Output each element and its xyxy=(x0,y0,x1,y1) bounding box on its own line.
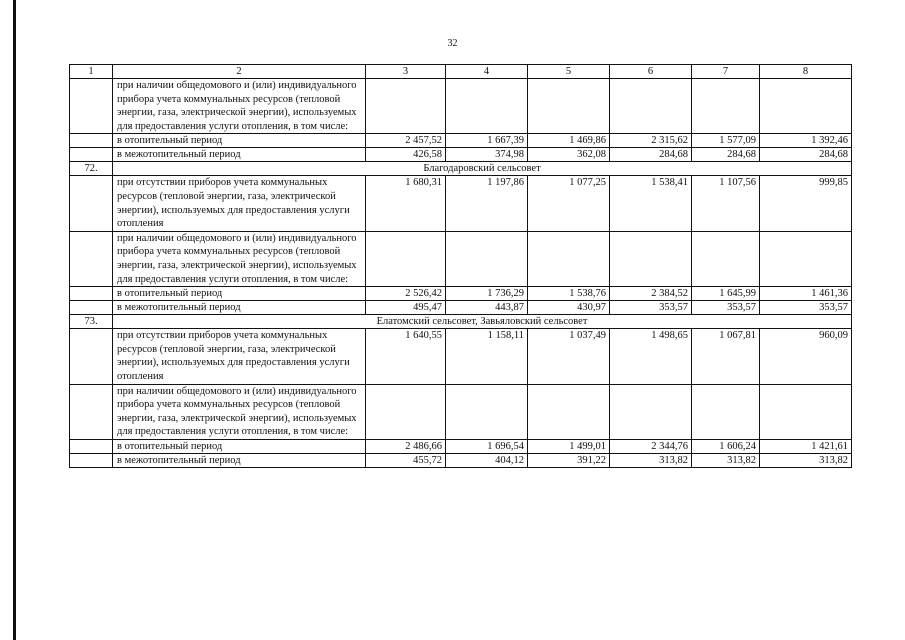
table-row xyxy=(70,134,852,148)
value-cell: 1 645,99 xyxy=(692,287,760,301)
index-cell xyxy=(70,439,113,453)
value-cell xyxy=(446,384,528,439)
value-cell: 1 538,41 xyxy=(610,176,692,231)
value-cell: 430,97 xyxy=(528,301,610,315)
table-row xyxy=(70,453,852,467)
value-cell: 495,47 xyxy=(366,301,446,315)
value-cell xyxy=(366,79,446,134)
row-description: при наличии общедомового и (или) индивидуального прибора учета коммунальных ресурсов (тепловой энергии, газа, электрической энергии), используемых для предоставления услуги отопления, в том числе: xyxy=(113,79,366,134)
value-cell: 1 197,86 xyxy=(446,176,528,231)
value-cell xyxy=(528,384,610,439)
table-row xyxy=(70,287,852,301)
table-row xyxy=(70,384,852,439)
section-row xyxy=(70,162,852,176)
value-cell xyxy=(446,79,528,134)
value-cell: 1 461,36 xyxy=(760,287,852,301)
table-header-row xyxy=(70,65,852,79)
value-cell: 2 486,66 xyxy=(366,439,446,453)
section-number: 73. xyxy=(70,315,113,329)
section-number: 72. xyxy=(70,162,113,176)
value-cell xyxy=(610,231,692,286)
value-cell xyxy=(528,79,610,134)
table-row xyxy=(70,439,852,453)
value-cell: 313,82 xyxy=(692,453,760,467)
table-row xyxy=(70,176,852,231)
tariff-table xyxy=(69,64,852,468)
row-description: при наличии общедомового и (или) индивидуального прибора учета коммунальных ресурсов (тепловой энергии, газа, электрической энергии), используемых для предоставления услуги отопления, в том числе: xyxy=(113,231,366,286)
table-row xyxy=(70,329,852,384)
header-cell: 6 xyxy=(610,65,692,79)
header-cell: 3 xyxy=(366,65,446,79)
value-cell: 1 158,11 xyxy=(446,329,528,384)
value-cell: 313,82 xyxy=(610,453,692,467)
index-cell xyxy=(70,453,113,467)
row-description: в отопительный период xyxy=(113,439,366,453)
value-cell xyxy=(366,231,446,286)
index-cell xyxy=(70,231,113,286)
value-cell xyxy=(528,231,610,286)
value-cell: 284,68 xyxy=(692,148,760,162)
index-cell xyxy=(70,287,113,301)
table-row xyxy=(70,148,852,162)
index-cell xyxy=(70,148,113,162)
row-description: в отопительный период xyxy=(113,287,366,301)
value-cell: 443,87 xyxy=(446,301,528,315)
value-cell xyxy=(610,79,692,134)
section-title: Благодаровский сельсовет xyxy=(113,162,852,176)
value-cell: 1 680,31 xyxy=(366,176,446,231)
row-description: при отсутствии приборов учета коммунальных ресурсов (тепловой энергии, газа, электрической энергии), используемых для предоставления услуги отопления xyxy=(113,329,366,384)
value-cell: 374,98 xyxy=(446,148,528,162)
value-cell: 2 457,52 xyxy=(366,134,446,148)
row-description: в отопительный период xyxy=(113,134,366,148)
value-cell: 1 640,55 xyxy=(366,329,446,384)
section-title: Елатомский сельсовет, Завьяловский сельсовет xyxy=(113,315,852,329)
value-cell: 1 469,86 xyxy=(528,134,610,148)
value-cell xyxy=(692,79,760,134)
scan-edge-line xyxy=(13,0,16,640)
value-cell: 353,57 xyxy=(610,301,692,315)
value-cell xyxy=(760,231,852,286)
value-cell: 999,85 xyxy=(760,176,852,231)
value-cell: 1 037,49 xyxy=(528,329,610,384)
value-cell: 1 696,54 xyxy=(446,439,528,453)
value-cell: 313,82 xyxy=(760,453,852,467)
value-cell: 1 498,65 xyxy=(610,329,692,384)
value-cell: 1 606,24 xyxy=(692,439,760,453)
table-row xyxy=(70,301,852,315)
index-cell xyxy=(70,176,113,231)
index-cell xyxy=(70,301,113,315)
value-cell: 1 577,09 xyxy=(692,134,760,148)
value-cell: 1 421,61 xyxy=(760,439,852,453)
header-cell: 8 xyxy=(760,65,852,79)
value-cell: 1 077,25 xyxy=(528,176,610,231)
value-cell xyxy=(446,231,528,286)
value-cell xyxy=(692,384,760,439)
index-cell xyxy=(70,384,113,439)
value-cell xyxy=(760,79,852,134)
value-cell: 426,58 xyxy=(366,148,446,162)
value-cell: 2 384,52 xyxy=(610,287,692,301)
value-cell xyxy=(760,384,852,439)
value-cell: 362,08 xyxy=(528,148,610,162)
row-description: при наличии общедомового и (или) индивидуального прибора учета коммунальных ресурсов (тепловой энергии, газа, электрической энергии), используемых для предоставления услуги отопления, в том числе: xyxy=(113,384,366,439)
value-cell: 1 499,01 xyxy=(528,439,610,453)
value-cell: 1 667,39 xyxy=(446,134,528,148)
value-cell: 1 392,46 xyxy=(760,134,852,148)
value-cell: 1 736,29 xyxy=(446,287,528,301)
value-cell xyxy=(366,384,446,439)
page-number: 32 xyxy=(447,38,458,49)
header-cell: 2 xyxy=(113,65,366,79)
header-cell: 1 xyxy=(70,65,113,79)
value-cell: 1 538,76 xyxy=(528,287,610,301)
value-cell: 2 315,62 xyxy=(610,134,692,148)
row-description: в межотопительный период xyxy=(113,301,366,315)
value-cell: 353,57 xyxy=(760,301,852,315)
value-cell: 284,68 xyxy=(760,148,852,162)
index-cell xyxy=(70,329,113,384)
header-cell: 5 xyxy=(528,65,610,79)
header-cell: 7 xyxy=(692,65,760,79)
value-cell: 353,57 xyxy=(692,301,760,315)
value-cell: 455,72 xyxy=(366,453,446,467)
value-cell: 391,22 xyxy=(528,453,610,467)
value-cell: 404,12 xyxy=(446,453,528,467)
row-description: в межотопительный период xyxy=(113,148,366,162)
row-description: в межотопительный период xyxy=(113,453,366,467)
header-cell: 4 xyxy=(446,65,528,79)
value-cell: 2 344,76 xyxy=(610,439,692,453)
value-cell xyxy=(692,231,760,286)
table-row xyxy=(70,231,852,286)
value-cell: 284,68 xyxy=(610,148,692,162)
value-cell: 960,09 xyxy=(760,329,852,384)
index-cell xyxy=(70,134,113,148)
row-description: при отсутствии приборов учета коммунальных ресурсов (тепловой энергии, газа, электрической энергии), используемых для предоставления услуги отопления xyxy=(113,176,366,231)
value-cell: 1 107,56 xyxy=(692,176,760,231)
table-row xyxy=(70,79,852,134)
value-cell: 2 526,42 xyxy=(366,287,446,301)
value-cell xyxy=(610,384,692,439)
section-row xyxy=(70,315,852,329)
value-cell: 1 067,81 xyxy=(692,329,760,384)
index-cell xyxy=(70,79,113,134)
